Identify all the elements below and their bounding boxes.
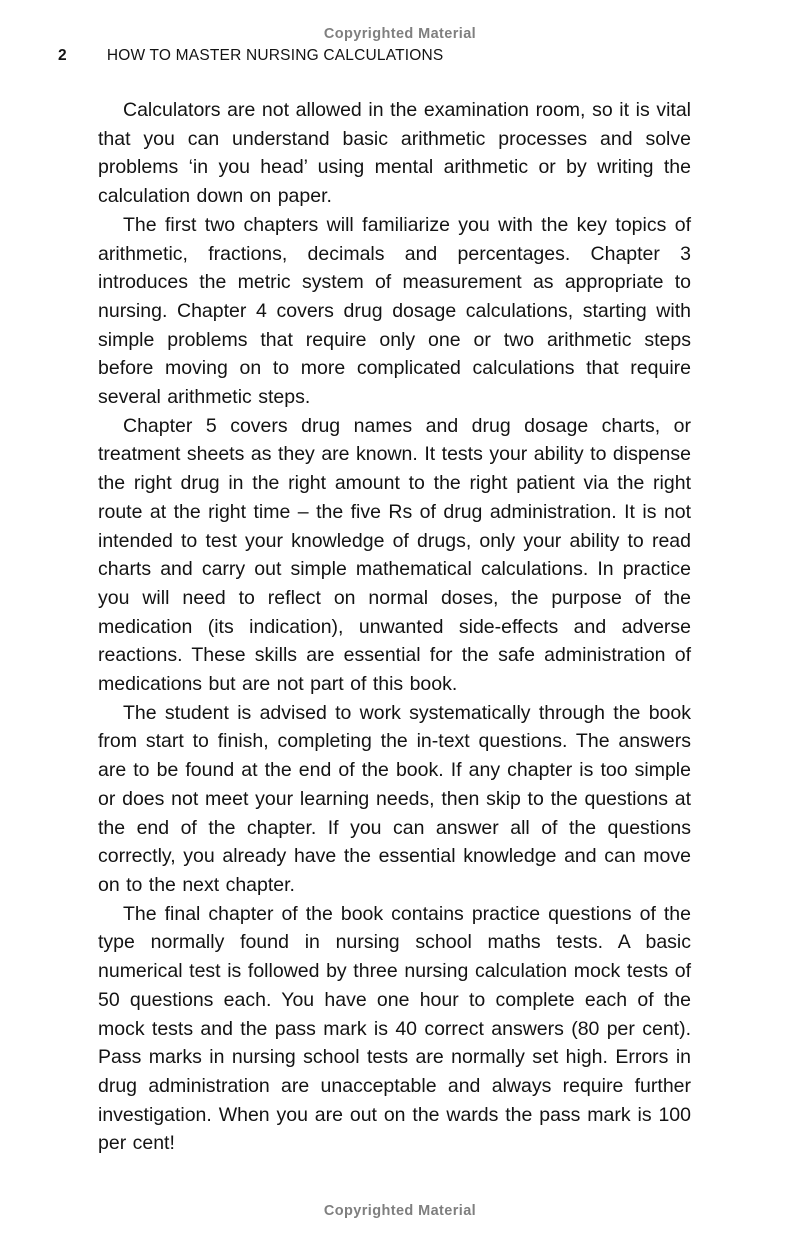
copyright-notice-bottom: Copyrighted Material [323, 1203, 477, 1219]
body-paragraph: The final chapter of the book contains practice questions of the type normally found in nursing school maths tests. A basic numerical test is followed by three nursing calculation mock tests of 50 questions each. You have one hour to complete each of the mock tests and the pass mark is 40 correct answers (80 per cent). Pass marks in nursing school tests are normally set high. Errors in drug administration are unacceptable and always require further investigation. When you are out on the wards the pass mark is 100 per cent! [98, 902, 691, 1155]
running-title: HOW TO MASTER NURSING CALCULATIONS [106, 47, 444, 64]
running-header [58, 47, 740, 65]
page-number: 2 [58, 47, 67, 64]
body-paragraph: Chapter 5 covers drug names and drug dosage charts, or treatment sheets as they are known. It tests your ability to dispense the right drug in the right amount to the right patient via the right route at the right time – the five Rs of drug administration. It is not intended to test your knowledge of drugs, only your ability to read charts and carry out simple mathematical calculations. In practice you will need to reflect on normal doses, the purpose of the medication (its indication), unwanted side-effects and adverse reactions. These skills are essential for the safe administration of medications but are not part of this book. [98, 414, 691, 696]
copyright-notice-top: Copyrighted Material [323, 26, 477, 42]
body-text-block [98, 96, 691, 1158]
body-paragraph: The student is advised to work systematically through the book from start to finish, completing the in-text questions. The answers are to be found at the end of the book. If any chapter is too simple or does not meet your learning needs, then skip to the questions at the end of the chapter. If you can answer all of the questions correctly, you already have the essential knowledge and can move on to the next chapter. [98, 701, 691, 896]
body-paragraph: The first two chapters will familiarize you with the key topics of arithmetic, fractions, decimals and percentages. Chapter 3 introduces the metric system of measurement as appropriate to nursing. Chapter 4 covers drug dosage calculations, starting with simple problems that require only one or two arithmetic steps before moving on to more complicated calculations that require several arithmetic steps. [98, 213, 691, 409]
body-paragraph: Calculators are not allowed in the examination room, so it is vital that you can understand basic arithmetic processes and solve problems ‘in you head’ using mental arithmetic or by writing the calculation down on paper. [98, 99, 691, 208]
